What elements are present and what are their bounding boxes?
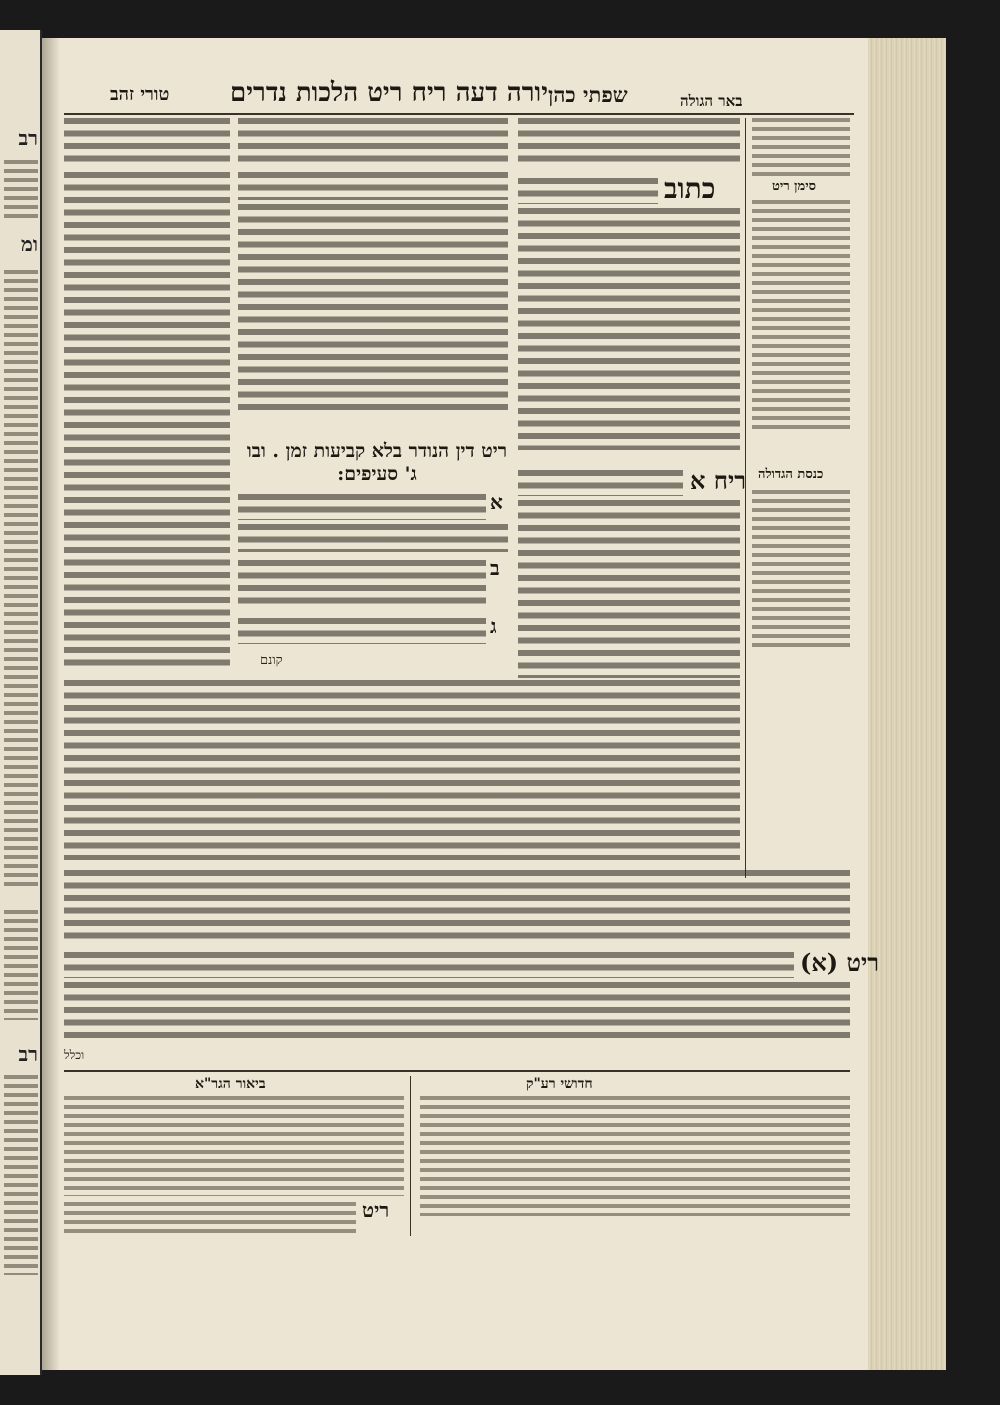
beer-hagolah-text (752, 118, 850, 176)
chidushei-text (420, 1096, 850, 1216)
riach-alef: ריח א (690, 466, 747, 495)
taz-text-top (64, 118, 230, 166)
prev-page-text (4, 160, 38, 220)
main-text (238, 204, 508, 416)
prev-page-fragment: רב (18, 1042, 38, 1066)
shach-text (518, 208, 740, 450)
riach-main-drop: ריט (א) (800, 948, 880, 977)
gra-text (64, 1202, 356, 1236)
knesset-hagedolah-label: כנסת הגדולה (758, 467, 824, 482)
main-text (238, 524, 508, 552)
taz-header: טורי זהב (110, 84, 170, 105)
shach-text (518, 178, 658, 204)
beer-hagolah-header: באר הגולה (680, 92, 743, 110)
commentary-lower (64, 680, 740, 860)
siman-label: סימן ריט (772, 179, 816, 194)
prev-page-text (4, 910, 38, 1020)
commentary-footer (64, 870, 850, 942)
prev-page-text (4, 270, 38, 890)
riach-gra-drop: ריט (362, 1198, 390, 1222)
prev-page-text (4, 1075, 38, 1275)
main-text (238, 560, 486, 610)
shach-text-top (518, 118, 740, 166)
siman-heading: ריט דין הנודר בלא קביעות זמן . ובו ג' סעיפים: (246, 440, 508, 485)
page-edges (868, 38, 946, 1370)
prev-page-fragment: ומ (21, 232, 38, 256)
riach-text (64, 982, 850, 1042)
column-divider (745, 118, 746, 878)
main-text-top (238, 118, 508, 166)
gra-text (64, 1096, 404, 1196)
kunam-word: קונם (260, 653, 283, 668)
previous-page-edge (0, 30, 42, 1375)
seif-alef: א (490, 490, 503, 514)
prev-page-fragment: רב (18, 126, 38, 150)
shach-header: שפתי כהן (548, 82, 628, 107)
header-rule (64, 113, 854, 115)
spine-shadow (42, 38, 60, 1370)
chidushei-title: חדושי רע"ק (526, 1076, 593, 1092)
knesset-hagedolah-text (752, 490, 850, 652)
katuv-word: כתוב (664, 172, 716, 205)
seif-bet: ב (490, 556, 500, 580)
main-text (238, 618, 486, 644)
shach-text (518, 500, 740, 678)
main-header: יורה דעה ריח ריט הלכות נדרים (230, 78, 549, 108)
bottom-divider (410, 1076, 411, 1236)
main-text (238, 494, 486, 520)
velachlal-word: וכלל (64, 1048, 85, 1062)
shach-text (518, 470, 683, 496)
beer-hagolah-notes (752, 200, 850, 432)
seif-gimel: ג (490, 614, 497, 638)
main-text (238, 172, 508, 200)
bottom-rule (64, 1070, 850, 1072)
gra-title: ביאור הגר"א (195, 1076, 266, 1092)
taz-text (64, 172, 230, 670)
riach-text (64, 952, 794, 978)
